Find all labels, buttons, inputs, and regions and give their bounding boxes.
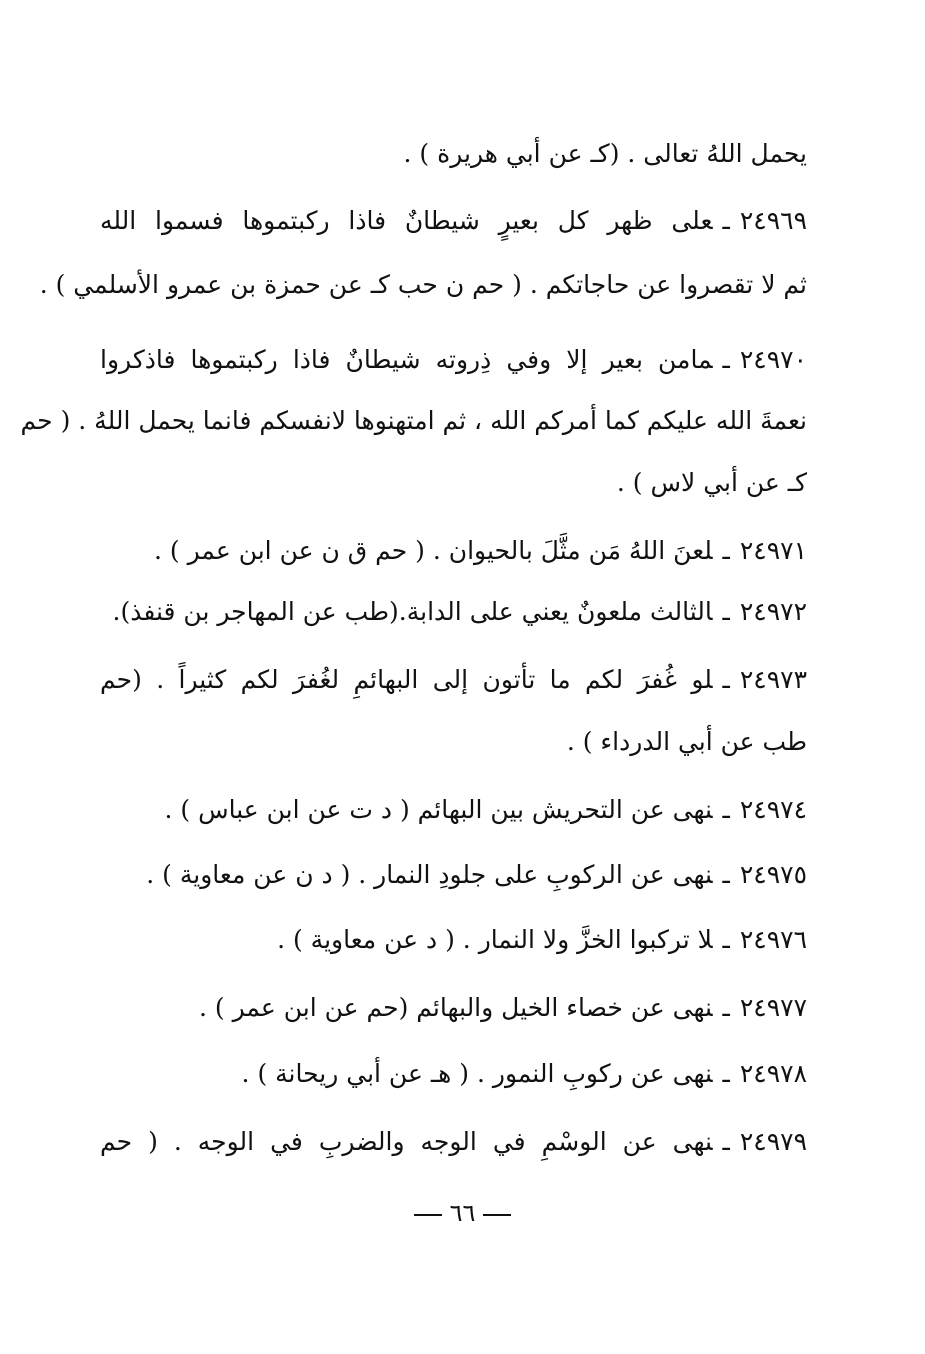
entry-dash: ـ xyxy=(722,1127,730,1156)
entry-dash: ـ xyxy=(722,597,730,626)
entry-dash: ـ xyxy=(722,536,730,565)
hadith-text: نهى عن خصاء الخيل والبهائم (حم عن ابن عمر ) . xyxy=(199,993,713,1022)
hadith-number: ٢٤٩٧٥ xyxy=(739,860,807,889)
line-text: نعمةَ الله عليكم كما أمركم الله ، ثم امتهنوها لانفسكم فانما يحمل اللهُ . ( حم xyxy=(20,406,807,435)
hadith-number: ٢٤٩٧٤ xyxy=(739,795,807,824)
line-text: طب عن أبي الدرداء ) . xyxy=(566,727,807,756)
hadith-text: الثالث ملعونٌ يعني على الدابة.(طب عن المهاجر بن قنفذ). xyxy=(112,597,713,626)
hadith-entry xyxy=(277,920,807,960)
hadith-number: ٢٤٩٧٠ xyxy=(739,345,807,374)
hadith-text: نهى عن ركوبِ النمور . ( هـ عن أبي ريحانة ) . xyxy=(241,1059,713,1088)
page-number-text: ٦٦ xyxy=(449,1199,476,1227)
hadith-text: لعنَ اللهُ مَن مثَّلَ بالحيوان . ( حم ق ن عن ابن عمر ) . xyxy=(153,536,713,565)
entry-dash: ـ xyxy=(722,665,730,694)
continuation-line xyxy=(404,134,807,174)
page-number-rule-right xyxy=(483,1214,511,1216)
entry-dash: ـ xyxy=(722,860,730,889)
hadith-text: لا تركبوا الخزَّ ولا النمار . ( د عن معاوية ) . xyxy=(277,925,713,954)
hadith-number: ٢٤٩٦٩ xyxy=(739,206,807,235)
entry-dash: ـ xyxy=(722,925,730,954)
hadith-entry xyxy=(164,790,807,830)
hadith-number: ٢٤٩٧٨ xyxy=(739,1059,807,1088)
hadith-number: ٢٤٩٧٣ xyxy=(739,665,807,694)
hadith-text: لو غُفرَ لكم ما تأتون إلى البهائمِ لغُفرَ لكم كثيراً . (حم xyxy=(100,665,713,694)
hadith-entry xyxy=(242,1054,807,1094)
hadith-entry xyxy=(146,855,807,895)
hadith-text: نهى عن الوسْمِ في الوجه والضربِ في الوجه . ( حم xyxy=(100,1127,713,1156)
hadith-text: نهى عن التحريش بين البهائم ( د ت عن ابن عباس ) . xyxy=(164,795,713,824)
entry-dash: ـ xyxy=(722,1059,730,1088)
hadith-entry xyxy=(100,340,807,380)
hadith-text: نهى عن الركوبِ على جلودِ النمار . ( د ن عن معاوية ) . xyxy=(146,860,713,889)
page-number-rule-left xyxy=(414,1214,442,1216)
hadith-entry xyxy=(100,1122,807,1162)
entry-dash: ـ xyxy=(722,795,730,824)
hadith-number: ٢٤٩٧٢ xyxy=(739,597,807,626)
continuation-line xyxy=(567,722,807,762)
hadith-number: ٢٤٩٧٦ xyxy=(739,925,807,954)
hadith-text: مامن بعير إلا وفي ذِروته شيطانٌ فاذا ركبتموها فاذكروا xyxy=(100,345,713,374)
hadith-entry xyxy=(154,531,807,571)
page-number xyxy=(0,1195,925,1231)
hadith-number: ٢٤٩٧٧ xyxy=(739,993,807,1022)
hadith-entry xyxy=(199,988,807,1028)
entry-dash: ـ xyxy=(722,345,730,374)
entry-dash: ـ xyxy=(722,993,730,1022)
hadith-number: ٢٤٩٧٩ xyxy=(739,1127,807,1156)
hadith-number: ٢٤٩٧١ xyxy=(739,536,807,565)
continuation-line xyxy=(20,401,807,441)
continuation-line xyxy=(40,265,807,305)
hadith-entry xyxy=(113,592,807,632)
hadith-entry xyxy=(100,660,807,700)
hadith-text: على ظهر كل بعيرٍ شيطانٌ فاذا ركبتموها فسموا الله xyxy=(100,206,713,235)
entry-dash: ـ xyxy=(722,206,730,235)
line-text: ثم لا تقصروا عن حاجاتكم . ( حم ن حب كـ عن حمزة بن عمرو الأسلمي ) . xyxy=(39,270,807,299)
continuation-line xyxy=(617,463,807,503)
hadith-entry xyxy=(100,201,807,241)
line-text: كـ عن أبي لاس ) . xyxy=(616,468,807,497)
line-text: يحمل اللهُ تعالى . (كـ عن أبي هريرة ) . xyxy=(403,139,807,168)
